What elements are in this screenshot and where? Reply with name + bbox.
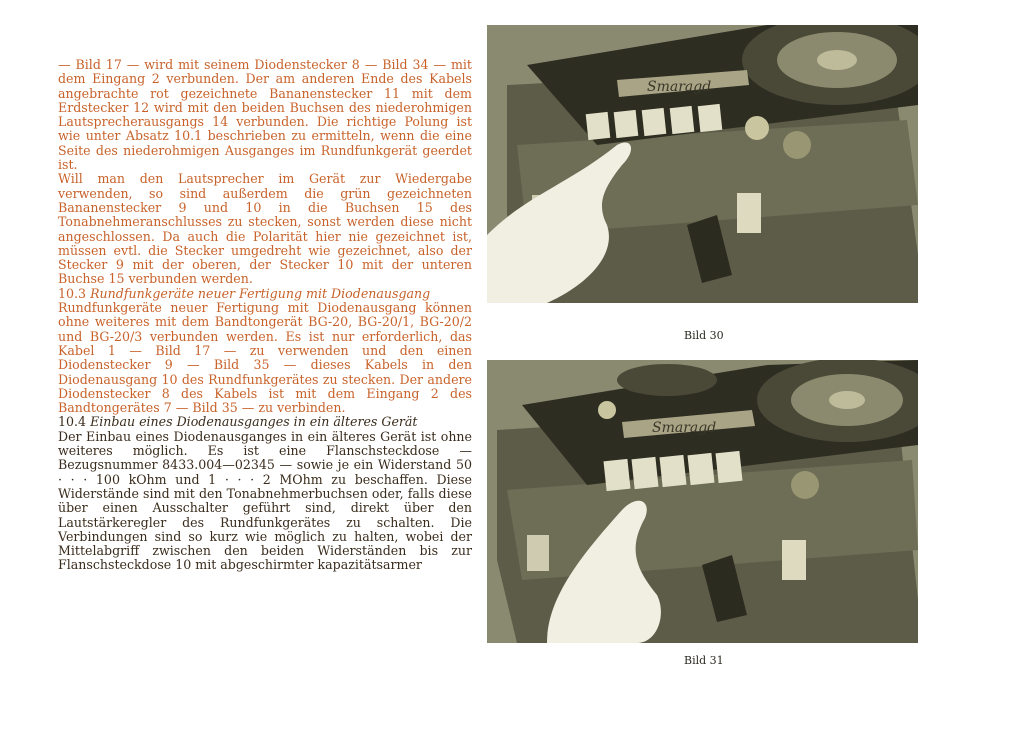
figure-caption-31: Bild 31 (684, 654, 724, 667)
heading-number: 10.3 (58, 285, 87, 301)
body-text-column (58, 58, 472, 573)
paragraph-3: Rundfunkgeräte neuer Fertigung mit Diodenausgang können ohne weiteres mit dem Bandtongerät BG-20, BG-20/1, BG-20/2 und BG-20/3 verbunden werden. Es ist nur erforderlich, das Kabel 1 — Bild 17 — zu verwenden und den einen Diodenstecker 9 — Bild 35 — dieses Kabels in den Diodenausgang 10 des Rundfunkgerätes zu stecken. Der andere Diodenstecker 8 des Kabels ist mit dem Eingang 2 des Bandtongerätes 7 — Bild 35 — zu verbinden. (58, 300, 472, 416)
tape-recorder-photo-31 (487, 360, 918, 643)
paragraph-4: Der Einbau eines Diodenausganges in ein älteres Gerät ist ohne weiteres möglich. Es ist eine Flanschsteckdose — Bezugsnummer 8433.004—02345 — sowie je ein Widerstand 50 · · · 100 kOhm und 1 · · · 2 MOhm zu beschaffen. Diese Widerstände sind mit den Tonabnehmerbuchsen oder, falls diese über einen Ausschalter geführt sind, direkt über den Lautstärkeregler des Rundfunkgerätes zu schalten. Die Verbindungen sind so kurz wie möglich zu halten, wobei der Mittelabgriff zwischen den beiden Widerständen bis zur Flanschsteckdose 10 mit abgeschirmter kapazitätsarmer (58, 428, 472, 573)
brand-label: Smaragd (652, 420, 717, 436)
paragraph-2: Will man den Lautsprecher im Gerät zur Wiedergabe verwenden, so sind außerdem die grün gezeichneten Bananenstecker 9 und 10 in die Buchsen 15 des Tonabnehmeranschlusses zu stecken, sonst werden diese nicht angeschlossen. Da auch die Polarität hier nie gezeichnet ist, müssen evtl. die Stecker umgedreht wie gezeichnet, also der Stecker 9 mit der oberen, der Stecker 10 mit der unteren Buchse 15 verbunden werden. (58, 171, 472, 287)
tape-recorder-illustration (487, 25, 918, 303)
paragraph-1: — Bild 17 — wird mit seinem Diodenstecker 8 — Bild 34 — mit dem Eingang 2 verbunden. Der am anderen Ende des Kabels angebrachte rot gezeichnete Bananenstecker 11 mit dem Erdstecker 12 wird mit den beiden Buchsen des niederohmigen Lautsprecherausgangs 14 verbunden. Die richtige Polung ist wie unter Absatz 10.1 beschrieben zu ermitteln, wenn die eine Seite des niederohmigen Ausganges im Rundfunkgerät geerdet ist. (58, 57, 472, 173)
brand-label: Smaragd (647, 79, 712, 95)
heading-title: Rundfunkgeräte neuer Fertigung mit Diodenausgang (90, 285, 431, 301)
tape-recorder-illustration (487, 360, 918, 643)
figure-caption-30: Bild 30 (684, 329, 724, 342)
section-heading-10-3 (58, 287, 472, 301)
heading-title: Einbau eines Diodenausganges in ein älteres Gerät (90, 414, 418, 430)
heading-number: 10.4 (58, 414, 87, 430)
tape-recorder-photo-30 (487, 25, 918, 303)
section-heading-10-4 (58, 415, 472, 429)
